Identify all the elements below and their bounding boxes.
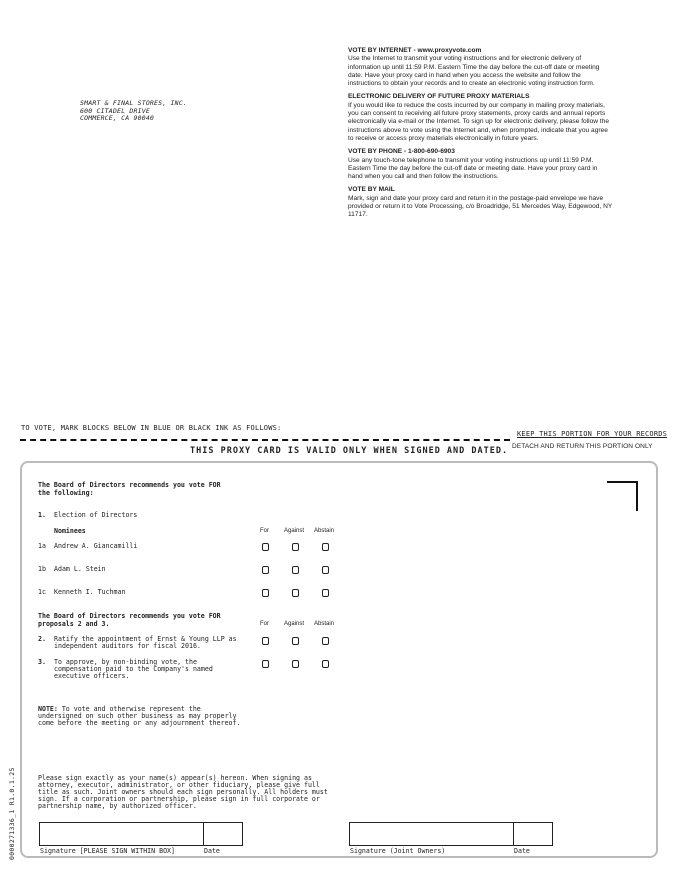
mailing-address: [80, 100, 187, 123]
date-label-2: Date: [514, 847, 530, 855]
sign-instructions-line-2: attorney, executor, administrator, or other fiduciary, please give full: [38, 781, 320, 789]
edelivery-section: [348, 93, 613, 143]
proposal-3-abstain-checkbox[interactable]: [322, 660, 329, 668]
mail-section: [348, 186, 613, 219]
nominee-1b-number: 1b: [38, 565, 46, 573]
col-for-header-1: For: [260, 528, 269, 534]
nominee-1b-abstain-checkbox[interactable]: [322, 566, 329, 574]
proposal-2-for-checkbox[interactable]: [262, 637, 269, 645]
proposal-2-number: 2.: [38, 635, 46, 643]
nominee-1a-for-checkbox[interactable]: [262, 543, 269, 551]
address-line-1: SMART & FINAL STORES, INC.: [80, 99, 187, 107]
nominee-1a-number: 1a: [38, 542, 46, 550]
col-abstain-header-1: Abstain: [314, 528, 335, 534]
nominee-1a-name: Andrew A. Giancamilli: [54, 542, 138, 550]
proposal-2-abstain-checkbox[interactable]: [322, 637, 329, 645]
phone-heading: VOTE BY PHONE - 1-800-690-6903: [348, 148, 455, 156]
signature-box-2[interactable]: [349, 822, 553, 846]
sign-instructions-line-5: partnership name, by authorized officer.: [38, 802, 197, 810]
detach-label: DETACH AND RETURN THIS PORTION ONLY: [512, 443, 653, 450]
nominee-1b-for-checkbox[interactable]: [262, 566, 269, 574]
internet-section: [348, 47, 613, 88]
note-text-1: To vote and otherwise represent the: [57, 705, 201, 713]
recommendation-1-line-1: The Board of Directors recommends you vote FOR: [38, 481, 221, 489]
proposal-2-against-checkbox[interactable]: [292, 637, 299, 645]
recommendation-2-line-1: The Board of Directors recommends you vote FOR: [38, 612, 221, 620]
col-for-header-2: For: [260, 621, 269, 627]
keep-portion-label: KEEP THIS PORTION FOR YOUR RECORDS: [517, 430, 668, 438]
nominee-1c-name: Kenneth I. Tuchman: [54, 588, 126, 596]
voting-instructions: [348, 47, 613, 225]
proposal-3-against-checkbox[interactable]: [292, 660, 299, 668]
nominee-1c-number: 1c: [38, 588, 46, 596]
nominee-1b-against-checkbox[interactable]: [292, 566, 299, 574]
signature-label-2: Signature (Joint Owners): [350, 847, 446, 855]
internet-body: Use the Internet to transmit your voting instructions and for electronic delivery of information up until 11:59 P.M. Eastern Time the day before the cut-off date or meeting date. Have your proxy card in hand when you access the website and follow the instructions to obtain your records and to create an electronic voting instruction form.: [348, 55, 600, 88]
col-abstain-header-2: Abstain: [314, 621, 335, 627]
signature-box-1-divider: [203, 823, 204, 845]
detach-dashed-line: [20, 439, 510, 441]
nominee-1b-name: Adam L. Stein: [54, 565, 106, 573]
date-label-1: Date: [204, 847, 220, 855]
signature-label-1: Signature [PLEASE SIGN WITHIN BOX]: [40, 847, 175, 855]
note-label: NOTE:: [38, 705, 58, 713]
proposal-3-text-line-3: executive officers.: [54, 672, 130, 680]
mail-heading: VOTE BY MAIL: [348, 186, 395, 194]
to-vote-instruction: TO VOTE, MARK BLOCKS BELOW IN BLUE OR BLACK INK AS FOLLOWS:: [21, 424, 282, 432]
phone-section: [348, 148, 613, 181]
document-id: 0000271336_1 R1.0.1.25: [8, 767, 16, 860]
address-line-3: COMMERCE, CA 90040: [80, 114, 155, 122]
nominee-1c-abstain-checkbox[interactable]: [322, 589, 329, 597]
proposal-2-text-line-2: independent auditors for fiscal 2016.: [54, 642, 201, 650]
edelivery-body: If you would like to reduce the costs incurred by our company in mailing proxy materials, you can consent to receiving all future proxy statements, proxy cards and annual reports electronically via e-mail or the Internet. To sign up for electronic delivery, please follow the instructions above to vote using the Internet and, when prompted, indicate that you agree to receive or access proxy materials electronically in future years.: [348, 101, 610, 142]
recommendation-2-line-2: proposals 2 and 3.: [38, 620, 110, 628]
col-against-header-1: Against: [284, 528, 305, 534]
item-1-number: 1.: [38, 511, 46, 519]
signature-box-1[interactable]: [39, 822, 243, 846]
proposal-3-number: 3.: [38, 658, 46, 666]
phone-body: Use any touch-tone telephone to transmit your voting instructions up until 11:59 P.M. Eastern Time the day before the cut-off date or meeting date. Have your proxy card in hand when you call and then follow the instructions.: [348, 156, 598, 181]
recommendation-1-line-2: the following:: [38, 489, 94, 497]
nominee-1c-against-checkbox[interactable]: [292, 589, 299, 597]
valid-notice: THIS PROXY CARD IS VALID ONLY WHEN SIGNED AND DATED.: [190, 446, 509, 456]
address-line-2: 600 CITADEL DRIVE: [80, 106, 150, 115]
proposal-3-text-line-2: compensation paid to the Company's named: [54, 665, 213, 673]
col-against-header-2: Against: [284, 621, 305, 627]
signature-box-2-divider: [513, 823, 514, 845]
internet-heading: VOTE BY INTERNET - www.proxyvote.com: [348, 47, 482, 54]
item-1-label: Election of Directors: [54, 511, 138, 519]
registration-corner-mark: [607, 481, 638, 511]
note-line-3: come before the meeting or any adjournment thereof.: [38, 719, 241, 727]
edelivery-heading: ELECTRONIC DELIVERY OF FUTURE PROXY MATERIALS: [348, 93, 530, 101]
proposal-2-text-line-1: Ratify the appointment of Ernst & Young LLP as: [54, 635, 237, 643]
note-line-2: undersigned on such other business as may properly: [38, 712, 237, 720]
nominee-1a-abstain-checkbox[interactable]: [322, 543, 329, 551]
nominees-label: Nominees: [54, 527, 86, 535]
sign-instructions-line-4: sign. If a corporation or partnership, please sign in full corporate or: [38, 795, 320, 803]
mail-body: Mark, sign and date your proxy card and return it in the postage-paid envelope we have provided or return it to Vote Processing, c/o Broadridge, 51 Mercedes Way, Edgewood, NY 11717.: [348, 194, 613, 219]
proposal-3-for-checkbox[interactable]: [262, 660, 269, 668]
sign-instructions-line-1: Please sign exactly as your name(s) appear(s) hereon. When signing as: [38, 774, 312, 782]
sign-instructions-line-3: title as such. Joint owners should each sign personally. All holders must: [38, 788, 328, 796]
proposal-3-text-line-1: To approve, by non-binding vote, the: [54, 658, 197, 666]
nominee-1c-for-checkbox[interactable]: [262, 589, 269, 597]
nominee-1a-against-checkbox[interactable]: [292, 543, 299, 551]
